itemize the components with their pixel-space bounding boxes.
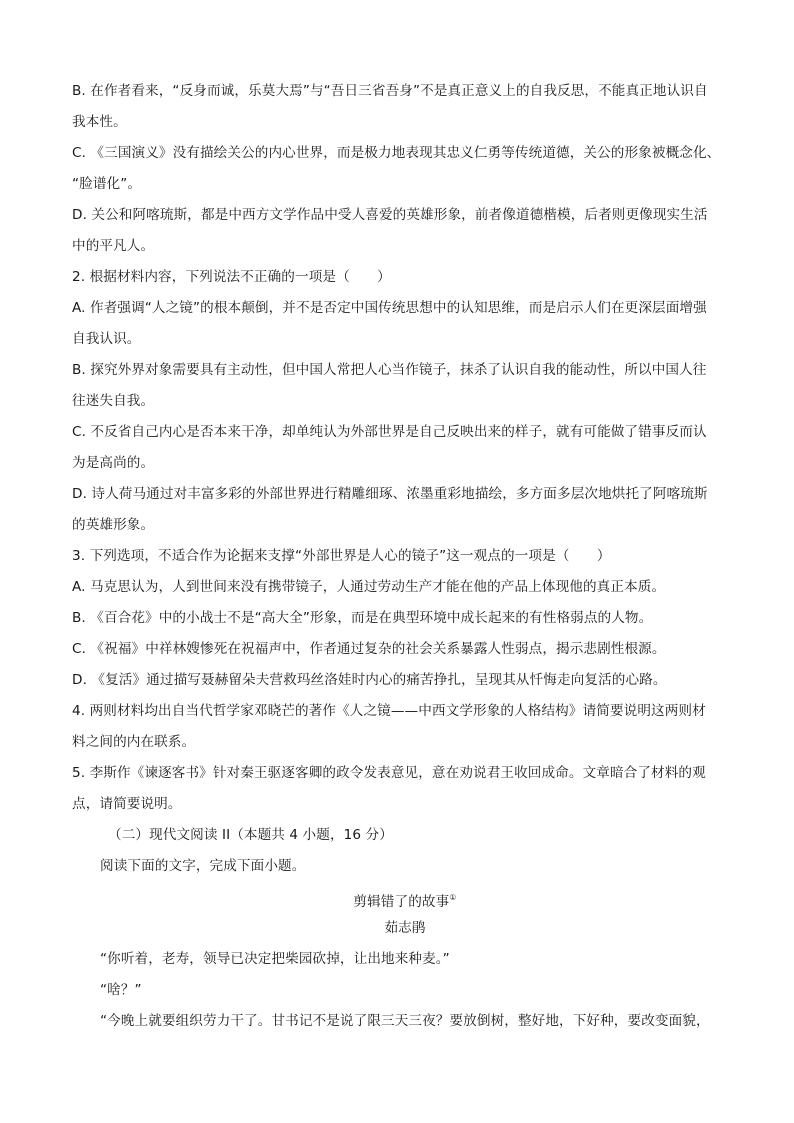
text-line: D. 关公和阿喀琉斯，都是中西方文学作品中受人喜爱的英雄形象，前者像道德楷模，后者则更像现实生活 bbox=[72, 207, 708, 223]
text-line: C. 不反省自己内心是否本来干净，却单纯认为外部世界是自己反映出来的样子，就有可能做了错事反而认 bbox=[72, 424, 707, 440]
question-2: 2. 根据材料内容，下列说法不正确的一项是（ ） bbox=[72, 269, 391, 285]
text-line: 点，请简要说明。 bbox=[72, 796, 182, 812]
text-line: 为是高尚的。 bbox=[72, 455, 155, 471]
text-line: B. 《百合花》中的小战士不是“高大全”形象，而是在典型环境中成长起来的有性格弱点的人物。 bbox=[72, 610, 653, 626]
text-line: B. 在作者看来，“反身而诚，乐莫大焉”与“吾日三省吾身”不是真正意义上的自我反思，不能真正地认识自 bbox=[72, 83, 708, 99]
text-line: 自我认识。 bbox=[72, 331, 141, 347]
story-paragraph: “今晚上就要组织劳力干了。甘书记不是说了限三天三夜？要放倒树，整好地，下好种，要改变面貌， bbox=[100, 1013, 710, 1029]
story-title bbox=[72, 882, 728, 913]
story-author: 茹志鹃 bbox=[384, 920, 426, 936]
text-line: C. 《三国演义》没有描绘关公的内心世界，而是极力地表现其忠义仁勇等传统道德，关公的形象被概念化、 bbox=[72, 145, 721, 161]
question-3: 3. 下列选项，不适合作为论据来支撑“外部世界是人心的镜子”这一观点的一项是（ ） bbox=[72, 548, 611, 564]
text-line: 中的平凡人。 bbox=[72, 238, 155, 254]
text-line: A. 作者强调“人之镜”的根本颠倒，并不是否定中国传统思想中的认知思维，而是启示人们在更深层面增强 bbox=[72, 300, 707, 316]
text-line: 往迷失自我。 bbox=[72, 393, 155, 409]
section-heading: （二）现代文阅读 II（本题共 4 小题，16 分） bbox=[108, 827, 393, 843]
story-paragraph: “你听着，老寿，领导已决定把柴园砍掉，让出地来种麦。” bbox=[100, 951, 450, 967]
footnote-marker: ① bbox=[449, 893, 457, 902]
text-line: D. 诗人荷马通过对丰富多彩的外部世界进行精雕细琢、浓墨重彩地描绘，多方面多层次地烘托了阿喀琉斯 bbox=[72, 486, 708, 502]
story-paragraph: “啥？” bbox=[100, 982, 142, 998]
text-line: 料之间的内在联系。 bbox=[72, 734, 196, 750]
text-line: C. 《祝福》中祥林嫂惨死在祝福声中，作者通过复杂的社会关系暴露人性弱点，揭示悲剧性根源。 bbox=[72, 641, 666, 657]
question-5: 5. 李斯作《谏逐客书》针对秦王驱逐客卿的政令发表意见，意在劝说君王收回成命。文章暗合了材料的观 bbox=[72, 765, 706, 781]
instruction-text: 阅读下面的文字，完成下面小题。 bbox=[100, 858, 306, 874]
text-line: “脸谱化”。 bbox=[72, 176, 142, 192]
document-body bbox=[72, 76, 728, 1037]
text-line: A. 马克思认为，人到世间来没有携带镜子，人通过劳动生产才能在他的产品上体现他的真正本质。 bbox=[72, 579, 666, 595]
text-line: B. 探究外界对象需要具有主动性，但中国人常把人心当作镜子，抹杀了认识自我的能动性，所以中国人往 bbox=[72, 362, 707, 378]
text-line: 我本性。 bbox=[72, 114, 127, 130]
text-line: 的英雄形象。 bbox=[72, 517, 155, 533]
text-line: D. 《复活》通过描写聂赫留朵夫营救玛丝洛娃时内心的痛苦挣扎，呈现其从忏悔走向复活的心路。 bbox=[72, 672, 667, 688]
story-title-text: 剪辑错了的故事 bbox=[353, 894, 450, 910]
question-4: 4. 两则材料均出自当代哲学家邓晓芒的著作《人之镜——中西文学形象的人格结构》请简要说明这两则材 bbox=[72, 703, 706, 719]
